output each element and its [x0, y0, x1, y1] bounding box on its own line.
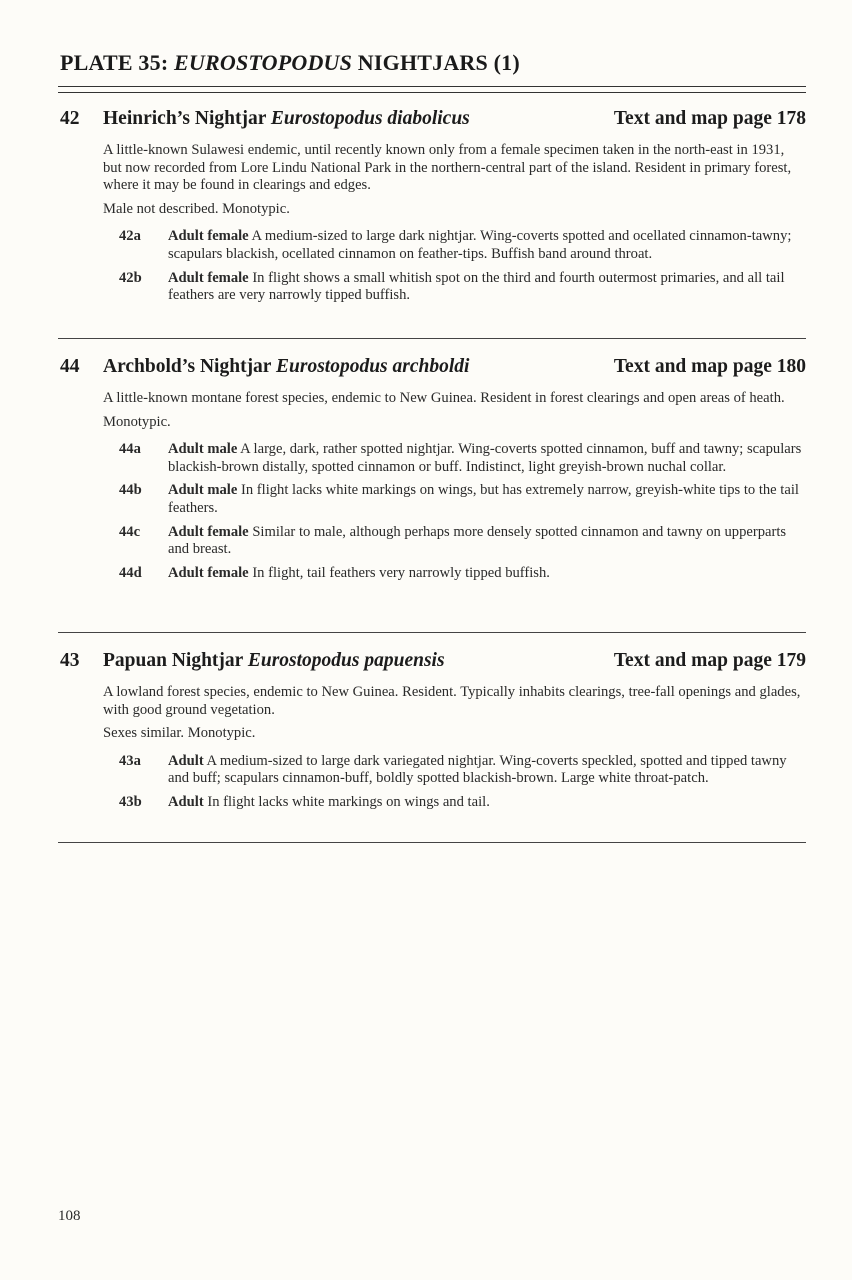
figure-label: Adult female	[168, 523, 249, 540]
species-scientific-name: Eurostopodus diabolicus	[270, 108, 470, 129]
plate-title-genus: EUROSTOPODUS	[174, 50, 353, 75]
section-divider	[58, 842, 806, 843]
page-reference: Text and map page 179	[613, 650, 806, 671]
species-name	[103, 108, 470, 130]
species-name	[103, 356, 469, 378]
figure-item	[58, 228, 806, 263]
figure-label: Adult	[168, 793, 204, 810]
species-name	[103, 650, 445, 672]
figure-code: 44d	[119, 564, 142, 581]
page-number: 108	[58, 1208, 81, 1224]
figure-code: 44c	[119, 523, 141, 540]
species-common-name: Heinrich’s Nightjar	[103, 108, 271, 129]
figure-label: Adult male	[168, 441, 238, 458]
species-number: 43	[60, 650, 80, 671]
species-entry-44	[58, 356, 806, 582]
figure-code: 44a	[119, 441, 141, 458]
figure-text: Similar to male, although perhaps more densely spotted cinnamon and tawny on upperparts and breast.	[168, 523, 787, 558]
plate-title	[60, 50, 520, 76]
figure-item	[58, 524, 806, 559]
species-header	[58, 650, 806, 674]
species-description: A little-known montane forest species, endemic to New Guinea. Resident in forest clearings and open areas of heath.	[103, 390, 785, 406]
figure-item	[58, 565, 806, 583]
species-number: 42	[60, 108, 80, 129]
figure-text: In flight lacks white markings on wings and tail.	[203, 793, 490, 810]
figure-text: In flight, tail feathers very narrowly tipped buffish.	[248, 564, 550, 581]
figure-text: A medium-sized to large dark nightjar. Wing-coverts spotted and ocellated cinnamon-tawny; scapulars blackish, ocellated cinnamon on feather-tips. Buffish band around throat.	[168, 228, 792, 262]
species-description: A little-known Sulawesi endemic, until recently known only from a female specimen taken in the north-east in 1931, but now recorded from Lore Lindu National Park in the northern-central part of the island. Resident in primary forest, where it may be found in clearings and edges.	[103, 142, 792, 194]
page-reference: Text and map page 178	[613, 108, 806, 129]
figure-code: 42b	[119, 269, 142, 286]
species-common-name: Archbold’s Nightjar	[103, 356, 276, 377]
figure-label: Adult female	[168, 564, 249, 581]
figure-text: A medium-sized to large dark variegated nightjar. Wing-coverts speckled, spotted and tipped tawny and buff; scapulars cinnamon-buff, boldly spotted blackish-brown. Large white throat-patch.	[168, 752, 787, 787]
plate-title-prefix: PLATE 35:	[60, 50, 175, 75]
figure-item	[58, 753, 806, 788]
figure-code: 42a	[119, 228, 141, 245]
species-entry-43	[58, 650, 806, 812]
section-divider	[58, 632, 806, 633]
figure-label: Adult male	[168, 482, 238, 499]
species-header	[58, 108, 806, 132]
page-reference: Text and map page 180	[613, 356, 806, 377]
species-header	[58, 356, 806, 380]
figure-label: Adult female	[168, 228, 249, 245]
figure-code: 43b	[119, 793, 142, 810]
plate-title-suffix: NIGHTJARS (1)	[352, 50, 520, 75]
species-note: Monotypic.	[103, 413, 171, 430]
figure-code: 44b	[119, 482, 142, 499]
figure-text: In flight lacks white markings on wings, but has extremely narrow, greyish-white tips to the tail feathers.	[168, 482, 799, 516]
title-double-rule	[58, 86, 806, 93]
species-common-name: Papuan Nightjar	[103, 650, 248, 671]
figure-item	[58, 482, 806, 517]
species-entry-42	[58, 108, 806, 305]
species-note: Sexes similar. Monotypic.	[103, 725, 256, 742]
figure-label: Adult	[168, 752, 204, 769]
figure-item	[58, 270, 806, 305]
species-description: A lowland forest species, endemic to New Guinea. Resident. Typically inhabits clearings, tree-fall openings and glades, with good ground vegetation.	[103, 684, 801, 718]
figure-item	[58, 441, 806, 476]
figure-text: A large, dark, rather spotted nightjar. Wing-coverts spotted cinnamon, buff and tawny; scapulars blackish-brown distally, spotted cinnamon or buff. Indistinct, light greyish-brown nuchal collar.	[168, 441, 802, 475]
figure-code: 43a	[119, 752, 141, 769]
figure-text: In flight shows a small whitish spot on the third and fourth outermost primaries, and all tail feathers are very narrowly tipped buffish.	[168, 269, 785, 304]
species-number: 44	[60, 356, 80, 377]
figure-item	[58, 794, 806, 812]
section-divider	[58, 338, 806, 339]
species-scientific-name: Eurostopodus archboldi	[276, 356, 470, 377]
species-note: Male not described. Monotypic.	[103, 200, 290, 217]
species-scientific-name: Eurostopodus papuensis	[247, 650, 445, 671]
figure-label: Adult female	[168, 269, 249, 286]
